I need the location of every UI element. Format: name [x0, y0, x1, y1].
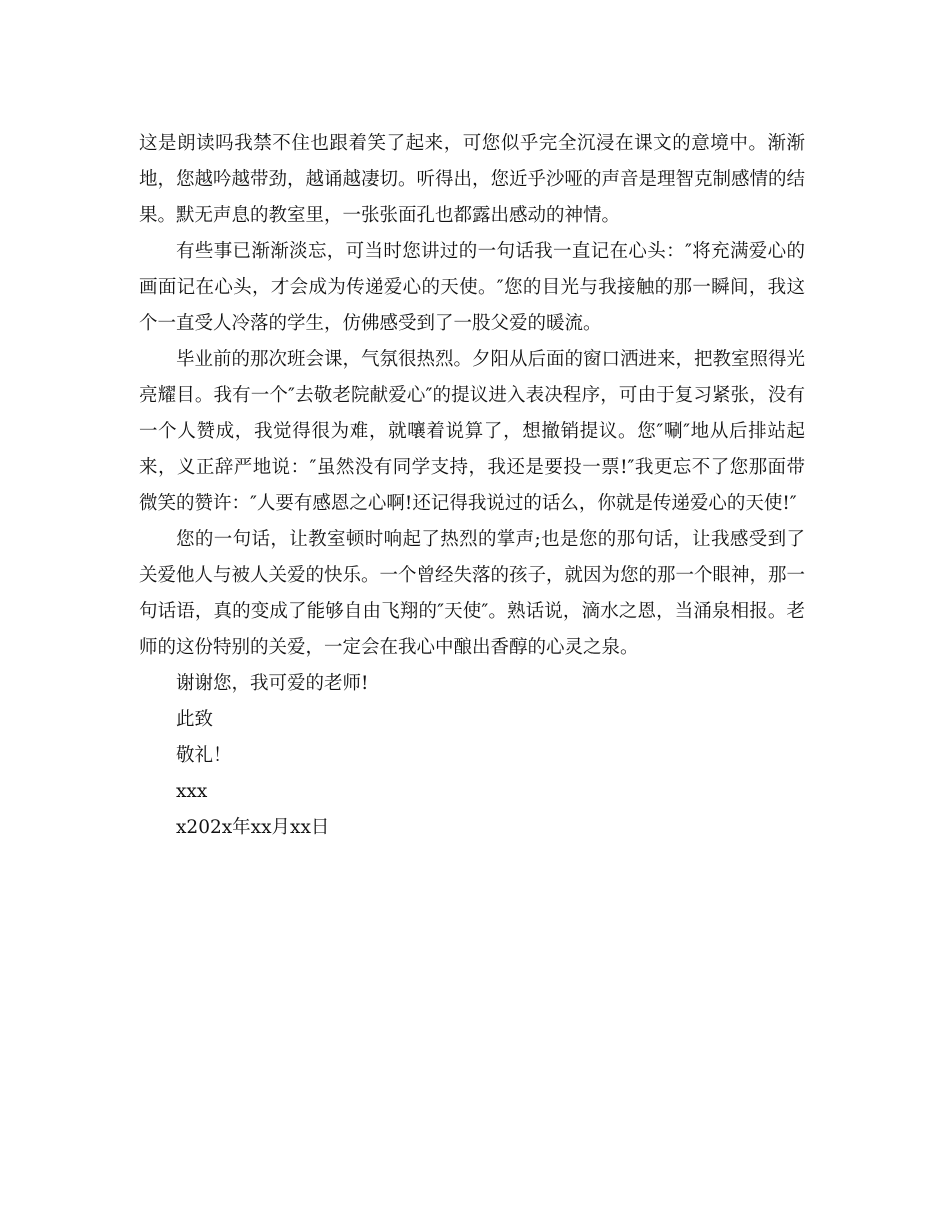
closing-salutation-1: 此致: [176, 709, 214, 730]
closing-salutation-2: 敬礼！: [176, 745, 232, 766]
letter-body: [139, 126, 805, 846]
closing-thanks: 谢谢您，我可爱的老师!: [176, 673, 369, 694]
paragraph-3: 毕业前的那次班会课，气氛很热烈。夕阳从后面的窗口洒进来，把教室照得光亮耀目。我有一个″去敬老院献爱心″的提议进入表决程序，可由于复习紧张，没有一个人赞成，我觉得很为难，就嚷着说算了，想撤销提议。您″唰″地从后排站起来，义正辞严地说：″虽然没有同学支持，我还是要投一票!″我更忘不了您那面带微笑的赞许：″人要有感恩之心啊!还记得我说过的话么，你就是传递爱心的天使!″: [139, 349, 806, 514]
paragraph-4: 您的一句话，让教室顿时响起了热烈的掌声;也是您的那句话，让我感受到了关爱他人与被人关爱的快乐。一个曾经失落的孩子，就因为您的那一个眼神，那一句话语，真的变成了能够自由飞翔的″天使″。熟话说，滴水之恩，当涌泉相报。老师的这份特别的关爱，一定会在我心中酿出香醇的心灵之泉。: [139, 529, 806, 658]
paragraph-2: 有些事已渐渐淡忘，可当时您讲过的一句话我一直记在心头：″将充满爱心的画面记在心头，才会成为传递爱心的天使。″您的目光与我接触的那一瞬间，我这个一直受人冷落的学生，仿佛感受到了一股父爱的暖流。: [139, 241, 805, 334]
paragraph-1: 这是朗读吗我禁不住也跟着笑了起来，可您似乎完全沉浸在课文的意境中。渐渐地，您越吟越带劲，越诵越凄切。听得出，您近乎沙哑的声音是理智克制感情的结果。默无声息的教室里，一张张面孔也都露出感动的神情。: [139, 133, 806, 226]
signature-name: xxx: [176, 781, 208, 802]
signature-date: x202x年xx月xx日: [176, 817, 330, 838]
